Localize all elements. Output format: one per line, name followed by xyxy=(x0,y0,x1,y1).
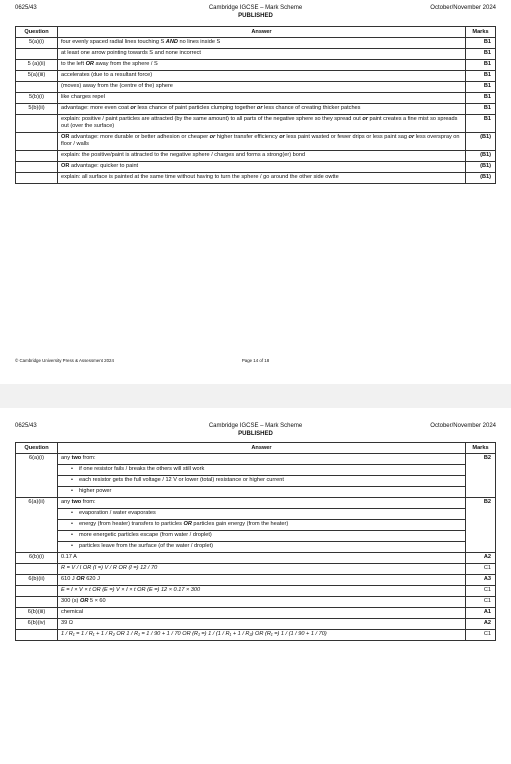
marks-cell: A3 xyxy=(466,574,496,585)
marks-cell: B1 xyxy=(466,48,496,59)
answer-text: less chance of creating thicker patches xyxy=(262,105,361,112)
marks-cell: A2 xyxy=(466,618,496,629)
question-cell: 5 (a)(ii) xyxy=(16,59,58,70)
answer-text: energy (from heater) transfers to particles xyxy=(79,521,184,528)
bullet-icon: • xyxy=(71,521,73,528)
question-cell: 6(b)(i) xyxy=(16,552,58,563)
question-cell: 5(b)(i) xyxy=(16,92,58,103)
question-cell xyxy=(16,563,58,574)
answer-cell xyxy=(58,530,466,541)
table-row xyxy=(16,114,496,132)
answer-cell xyxy=(58,37,466,48)
page-number: Page 14 of 18 xyxy=(241,358,270,363)
marks-cell: C1 xyxy=(466,585,496,596)
question-cell: 5(a)(iii) xyxy=(16,70,58,81)
answer-text: any xyxy=(61,455,72,462)
marks-cell: (B1) xyxy=(466,161,496,172)
table-row xyxy=(16,541,496,552)
bullet-icon: • xyxy=(71,477,73,484)
table-row xyxy=(16,585,496,596)
table-row xyxy=(16,70,496,81)
header-published: PUBLISHED xyxy=(238,430,273,437)
answer-cell: accelerates (due to a resultant force) xyxy=(58,70,466,81)
marks-cell: B2 xyxy=(466,497,496,552)
answer-text: less paint wasted or fewer drips or less paint sag xyxy=(284,134,409,141)
answer-cell xyxy=(58,161,466,172)
marks-cell: A2 xyxy=(466,552,496,563)
answer-text: less chance of paint particles clumping together xyxy=(135,105,257,112)
answer-connector: OR xyxy=(183,521,192,528)
answer-text: 300 (s) xyxy=(61,598,80,605)
marks-cell: B1 xyxy=(466,103,496,114)
answer-connector: OR xyxy=(79,598,89,605)
answer-text: to the left xyxy=(61,61,86,68)
table-row xyxy=(16,563,496,574)
table-row xyxy=(16,530,496,541)
question-cell xyxy=(16,48,58,59)
answer-text: 5 × 60 xyxy=(88,598,106,605)
mark-scheme-table-2 xyxy=(15,442,496,641)
table-row xyxy=(16,103,496,114)
answer-cell xyxy=(58,508,466,519)
marks-cell: B1 xyxy=(466,37,496,48)
question-cell xyxy=(16,161,58,172)
table-row xyxy=(16,464,496,475)
question-cell: 6(a)(i) xyxy=(16,453,58,497)
answer-cell xyxy=(58,132,466,150)
question-cell: 6(b)(iii) xyxy=(16,607,58,618)
table-row xyxy=(16,497,496,508)
table-row xyxy=(16,81,496,92)
question-cell: 6(b)(iv) xyxy=(16,618,58,629)
header-published: PUBLISHED xyxy=(238,12,273,19)
question-cell xyxy=(16,132,58,150)
header-title-text: Cambridge IGCSE – Mark Scheme xyxy=(208,423,303,429)
table-row xyxy=(16,574,496,585)
answer-cell: R = V / I OR (I =) V / R OR (I =) 12 / 70 xyxy=(58,563,466,574)
marks-cell: B1 xyxy=(466,92,496,103)
page-header xyxy=(15,5,496,23)
bullet-icon: • xyxy=(71,488,73,495)
answer-text: if one resistor fails / breaks the others will still work xyxy=(79,466,205,473)
question-cell: 6(a)(ii) xyxy=(16,497,58,552)
answer-connector: OR xyxy=(76,576,85,583)
header-title-text: Cambridge IGCSE – Mark Scheme xyxy=(208,5,303,11)
answer-text: explain: positive / paint particles are attracted (by the same amount) to all parts of the negative sphere so they spread out xyxy=(61,116,363,123)
table-row xyxy=(16,486,496,497)
marks-cell: (B1) xyxy=(466,132,496,150)
answer-text: higher transfer efficiency xyxy=(215,134,280,141)
table-header-row xyxy=(16,27,496,38)
answer-connector: or xyxy=(130,105,136,112)
answer-text: each resistor gets the full voltage / 12 V or lower (total) resistance or higher current xyxy=(79,477,284,484)
answer-text: from: xyxy=(81,455,96,462)
answer-text: from: xyxy=(81,499,96,506)
answer-cell xyxy=(58,103,466,114)
bullet-icon: • xyxy=(71,510,73,517)
table-row xyxy=(16,607,496,618)
answer-text: evaporation / water evaporates xyxy=(79,510,156,517)
col-header-marks: Marks xyxy=(466,27,496,38)
table-row xyxy=(16,92,496,103)
table-row xyxy=(16,150,496,161)
answer-connector: OR xyxy=(85,61,94,68)
table-row xyxy=(16,475,496,486)
question-cell xyxy=(16,585,58,596)
page-separator xyxy=(0,384,511,408)
answer-cell: (moves) away from the (centre of the) sphere xyxy=(58,81,466,92)
answer-cell: at least one arrow pointing towards S and none incorrect xyxy=(58,48,466,59)
table-row xyxy=(16,453,496,464)
answer-emphasis: two xyxy=(71,455,82,462)
answer-cell xyxy=(58,497,466,508)
marks-cell: (B1) xyxy=(466,150,496,161)
answer-connector: or xyxy=(408,134,415,141)
table-row xyxy=(16,508,496,519)
answer-connector: OR xyxy=(61,163,70,170)
question-cell xyxy=(16,81,58,92)
col-header-answer: Answer xyxy=(58,27,466,38)
answer-text: advantage: more even coat xyxy=(61,105,131,112)
table-row xyxy=(16,552,496,563)
paper-code: 0625/43 xyxy=(15,423,37,429)
answer-text: particles leave from the surface (of the water / droplet) xyxy=(79,543,213,550)
answer-text: more energetic particles escape (from water / droplet) xyxy=(79,532,212,539)
table-row xyxy=(16,596,496,607)
question-cell xyxy=(16,629,58,640)
col-header-question: Question xyxy=(16,27,58,38)
question-cell: 6(b)(ii) xyxy=(16,574,58,585)
answer-text: higher power xyxy=(79,488,112,495)
answer-cell xyxy=(58,475,466,486)
answer-text: less overspray on floor / walls xyxy=(61,134,460,148)
answer-cell: explain: the positive/paint is attracted to the negative sphere / charges and forms a strong(er) bond xyxy=(58,150,466,161)
question-cell xyxy=(16,114,58,132)
page-header xyxy=(15,423,496,441)
answer-cell: E = I × V × t OR (E =) V × I × t OR (E =) 12 × 0.17 × 300 xyxy=(58,585,466,596)
answer-cell xyxy=(58,596,466,607)
question-cell xyxy=(16,172,58,183)
exam-session: October/November 2024 xyxy=(430,423,496,429)
paper-code: 0625/43 xyxy=(15,5,37,11)
answer-text: away from the sphere / S xyxy=(93,61,158,68)
answer-connector: or xyxy=(209,134,216,141)
bullet-icon: • xyxy=(71,532,73,539)
exam-session: October/November 2024 xyxy=(430,5,496,11)
answer-cell xyxy=(58,519,466,530)
marks-cell: B1 xyxy=(466,81,496,92)
marks-cell: B1 xyxy=(466,59,496,70)
answer-text: any xyxy=(61,499,72,506)
answer-connector: AND xyxy=(165,39,178,46)
table-row xyxy=(16,132,496,150)
answer-connector: or xyxy=(279,134,285,141)
answer-cell xyxy=(58,541,466,552)
answer-connector: OR xyxy=(61,134,70,141)
answer-connector: or xyxy=(256,105,263,112)
marks-cell: B1 xyxy=(466,70,496,81)
bullet-icon: • xyxy=(71,543,73,550)
answer-cell xyxy=(58,464,466,475)
answer-cell: like charges repel xyxy=(58,92,466,103)
table-row xyxy=(16,161,496,172)
answer-text: advantage: more durable or better adhesion or cheaper xyxy=(69,134,210,141)
table-row xyxy=(16,48,496,59)
table-row xyxy=(16,172,496,183)
marks-cell: A1 xyxy=(466,607,496,618)
table-row xyxy=(16,59,496,70)
answer-cell xyxy=(58,59,466,70)
answer-connector: or xyxy=(362,116,368,123)
answer-text: no lines inside S xyxy=(177,39,221,46)
answer-emphasis: two xyxy=(71,499,82,506)
answer-cell: 39 Ω xyxy=(58,618,466,629)
table-row xyxy=(16,519,496,530)
answer-cell: chemical xyxy=(58,607,466,618)
marks-cell: (B1) xyxy=(466,172,496,183)
table-row xyxy=(16,629,496,640)
table-row xyxy=(16,37,496,48)
question-cell: 5(a)(i) xyxy=(16,37,58,48)
question-cell: 5(b)(ii) xyxy=(16,103,58,114)
bullet-icon: • xyxy=(71,466,73,473)
answer-text: four evenly spaced radial lines touching S xyxy=(61,39,166,46)
answer-text: paint creates a fine mist so spreads out (over the surface) xyxy=(61,116,458,130)
answer-text: advantage: quicker to paint xyxy=(69,163,139,170)
header-title xyxy=(15,5,496,20)
answer-cell xyxy=(58,453,466,464)
answer-cell: 1 / R₁ = 1 / R₁ + 1 / R₂ OR 1 / R₁ = 1 / 90 + 1 / 70 OR (R₁ =) 1 / (1 / R₁ + 1 / R₂) OR (R₁ =) 1 / (1 / 90 + 1 / 70) xyxy=(58,629,466,640)
answer-cell: explain: all surface is painted at the same time without having to turn the sphere / go around the other side owtte xyxy=(58,172,466,183)
marks-cell: C1 xyxy=(466,563,496,574)
col-header-answer: Answer xyxy=(58,443,466,454)
col-header-marks: Marks xyxy=(466,443,496,454)
table-header-row xyxy=(16,443,496,454)
copyright-footer: © Cambridge University Press & Assessment 2024 xyxy=(15,358,114,363)
answer-cell xyxy=(58,114,466,132)
answer-text: particles gain energy (from the heater) xyxy=(191,521,289,528)
header-title xyxy=(15,423,496,438)
question-cell xyxy=(16,150,58,161)
marks-cell: C1 xyxy=(466,596,496,607)
answer-cell: 0.17 A xyxy=(58,552,466,563)
marks-cell: B1 xyxy=(466,114,496,132)
col-header-question: Question xyxy=(16,443,58,454)
marks-cell: C1 xyxy=(466,629,496,640)
table-row xyxy=(16,618,496,629)
answer-cell xyxy=(58,486,466,497)
answer-text: 610 J xyxy=(61,576,77,583)
answer-text: 620 J xyxy=(84,576,100,583)
mark-scheme-table xyxy=(15,26,496,184)
question-cell xyxy=(16,596,58,607)
answer-cell xyxy=(58,574,466,585)
marks-cell: B2 xyxy=(466,453,496,497)
